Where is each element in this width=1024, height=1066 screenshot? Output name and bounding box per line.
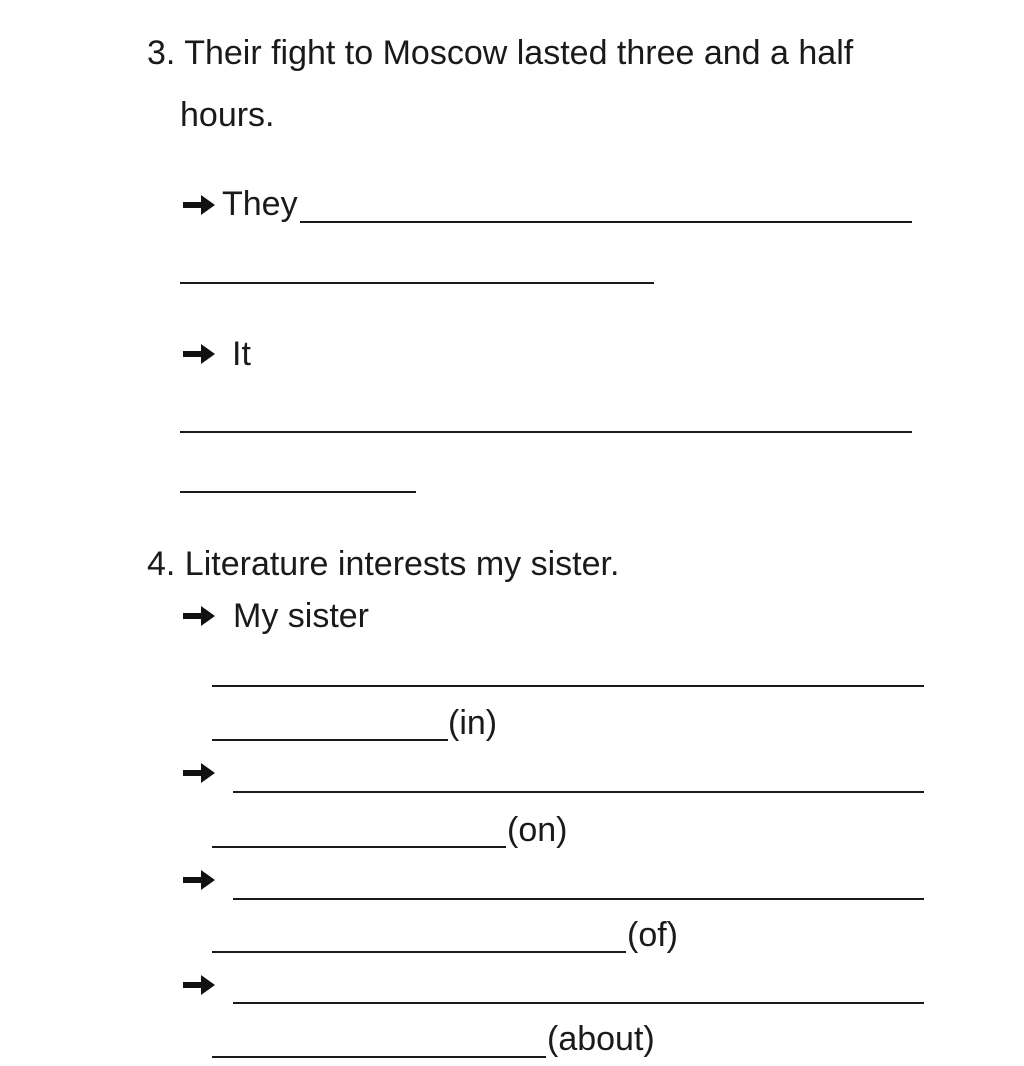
answer-4a-blank-continued[interactable] [212,739,448,741]
answer-4a-blank[interactable] [212,685,924,687]
question-4-line-1: 4. Literature interests my sister. [147,545,620,583]
hint-on: (on) [507,811,568,849]
answer-4c-blank[interactable] [233,898,924,900]
answer-4b-blank[interactable] [233,791,924,793]
answer-4c-blank-continued[interactable] [212,951,626,953]
answer-3b-prefix: It [232,335,251,373]
hint-in: (in) [448,704,498,742]
arrow-icon [181,603,217,629]
question-3-line-1: 3. Their fight to Moscow lasted three and a half [147,34,854,72]
arrow-icon [181,341,217,367]
answer-3a-prefix: They [222,185,298,223]
question-3-line-2: hours. [180,96,275,134]
answer-3b-blank-continued[interactable] [180,491,416,493]
answer-3a-blank-continued[interactable] [180,282,654,284]
answer-4d-blank[interactable] [233,1002,924,1004]
hint-of: (of) [627,916,678,954]
answer-3a-blank[interactable] [300,221,912,223]
answer-4b-blank-continued[interactable] [212,846,506,848]
answer-4d-blank-continued[interactable] [212,1056,546,1058]
arrow-icon [181,760,217,786]
arrow-icon [181,867,217,893]
hint-about: (about) [547,1020,655,1058]
answer-3b-blank[interactable] [180,431,912,433]
answer-4a-prefix: My sister [233,597,369,635]
arrow-icon [181,972,217,998]
arrow-icon [181,192,217,218]
